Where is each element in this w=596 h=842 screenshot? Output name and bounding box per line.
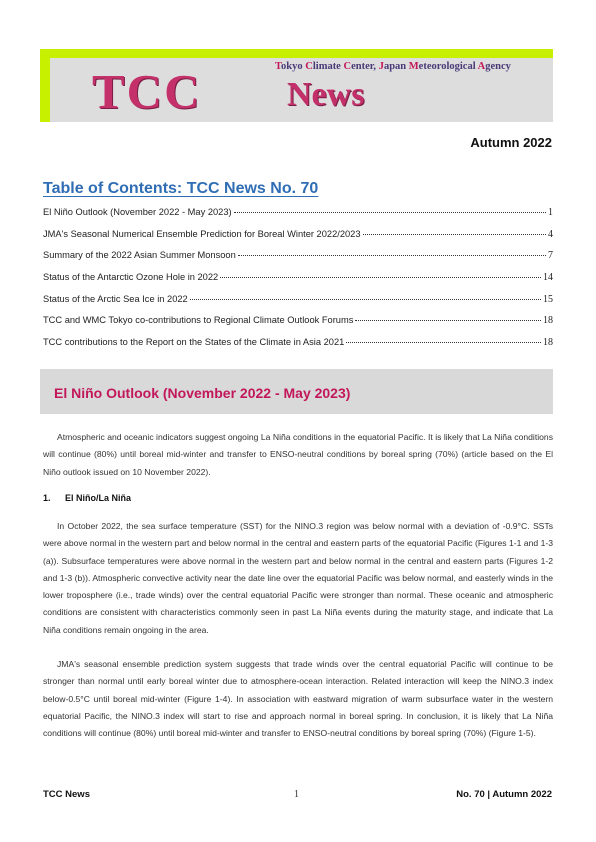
toc-leader [234, 212, 546, 213]
toc-item-page: 4 [548, 228, 553, 240]
section-title: El Niño Outlook (November 2022 - May 2023) [54, 385, 351, 401]
toc-leader [220, 277, 541, 278]
toc-item[interactable] [43, 229, 553, 251]
toc-item-title: TCC contributions to the Report on the States of the Climate in Asia 2021 [43, 337, 345, 348]
toc-item-title: Status of the Antarctic Ozone Hole in 2022 [43, 272, 219, 283]
toc-item-title: Status of the Arctic Sea Ice in 2022 [43, 293, 188, 304]
toc-leader [363, 234, 546, 235]
issue-season: Autumn 2022 [470, 135, 552, 150]
toc-item-page: 1 [548, 207, 553, 218]
toc-leader [355, 320, 541, 321]
body-paragraph: JMA's seasonal ensemble prediction system suggests that trade winds over the central equatorial Pacific will continue to be stronger than normal until early boreal winter due to atmosphere-ocean interaction. Related interaction will keep the NINO.3 index below-0.5°C until boreal mid-winter (Figure 1-4). In association with eastward migration of warm subsurface water in the western equatorial Pacific, the NINO.3 index will start to rise and approach normal in boreal spring. In conclusion, it is likely that La Niña conditions will continue (80%) until boreal mid-winter and transfer to ENSO-neutral conditions by boreal spring (70%) (Figure 1-5). [43, 659, 553, 739]
footer-issue: No. 70 | Autumn 2022 [456, 789, 552, 800]
table-of-contents [43, 207, 553, 359]
toc-item-title: TCC and WMC Tokyo co-contributions to Regional Climate Outlook Forums [43, 315, 354, 326]
subsection-heading: 1. El Niño/La Niña [43, 493, 132, 503]
banner-accent-bar [40, 49, 553, 58]
logo-news: News [287, 76, 365, 113]
toc-leader [346, 342, 541, 343]
banner-accent-side [40, 49, 50, 122]
toc-item-page: 14 [543, 272, 553, 284]
toc-item[interactable] [43, 207, 553, 229]
toc-item[interactable] [43, 337, 553, 359]
toc-item[interactable] [43, 272, 553, 294]
toc-title: Table of Contents: TCC News No. 70 [43, 180, 319, 197]
toc-item[interactable] [43, 250, 553, 272]
toc-leader [238, 255, 546, 256]
toc-item[interactable] [43, 294, 553, 316]
body-paragraph: In October 2022, the sea surface temperature (SST) for the NINO.3 region was below normal with a deviation of -0.9°C. SSTs were above normal in the western part and below normal in the central and eastern parts of the equatorial Pacific (Figures 1-1 and 1-3 (a)). Subsurface temperatures were above normal in the western part and below normal in the central and eastern parts (Figures 1-2 and 1-3 (b)). Atmospheric convective activity near the date line over the equatorial Pacific was below normal, and easterly winds in the lower troposphere (i.e., trade winds) over the central equatorial Pacific were stronger than normal. These oceanic and atmospheric conditions are consistent with characteristics commonly seen in past La Niña events during the maturity stage, and indicate that La Niña conditions remain ongoing in the area. [43, 521, 553, 635]
toc-item-title: El Niño Outlook (November 2022 - May 2023) [43, 207, 232, 217]
agency-name: Tokyo Climate Center, Japan Meteorological Agency [275, 61, 511, 72]
toc-item-title: JMA's Seasonal Numerical Ensemble Prediction for Boreal Winter 2022/2023 [43, 228, 361, 239]
toc-leader [190, 299, 541, 300]
footer-publication: TCC News [43, 789, 90, 800]
page-number: 1 [294, 789, 299, 800]
toc-item[interactable] [43, 315, 553, 337]
intro-paragraph: Atmospheric and oceanic indicators suggest ongoing La Niña conditions in the equatorial Pacific. It is likely that La Niña conditions will continue (80%) until boreal mid-winter and transfer to ENSO-neutral conditions by boreal spring (70%) (article based on the El Niño outlook issued on 10 November 2022). [43, 432, 553, 477]
toc-item-page: 18 [543, 337, 553, 349]
toc-item-page: 7 [548, 250, 553, 262]
toc-item-page: 15 [543, 293, 553, 305]
toc-item-page: 18 [543, 315, 553, 327]
toc-item-title: Summary of the 2022 Asian Summer Monsoon [43, 250, 236, 261]
logo-tcc: TCC [92, 64, 202, 119]
